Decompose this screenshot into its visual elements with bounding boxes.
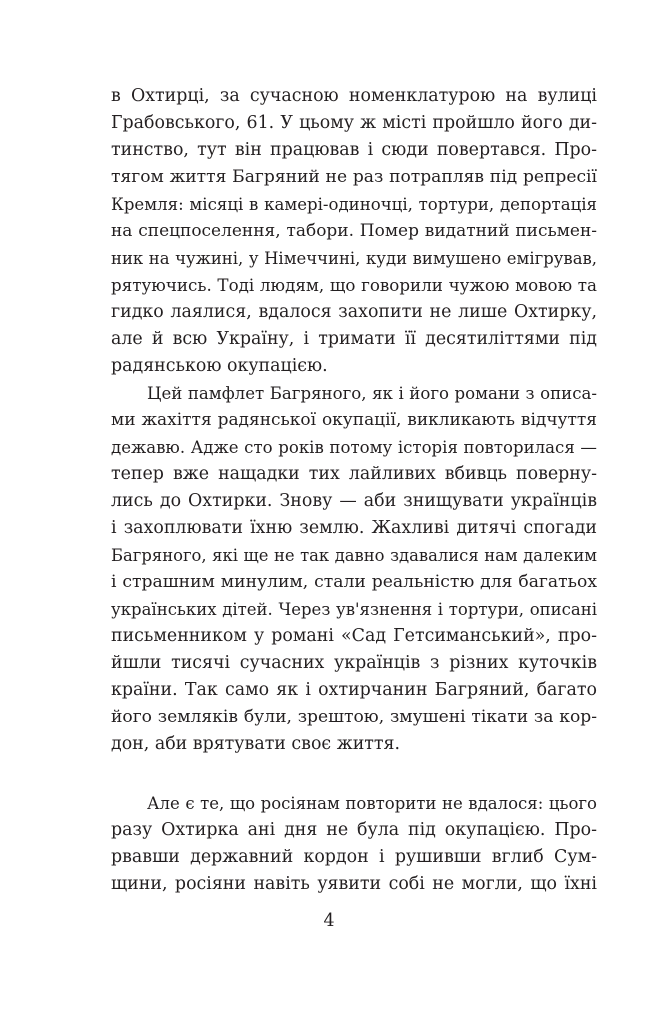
- text-line: на спецпоселення, табори. Помер видатний письмен-: [111, 221, 597, 241]
- text-line: щини, росіяни навіть уявити собі не могли, що їхні: [111, 874, 597, 894]
- text-line: але й всю Україну, і тримати її десятиліттями під: [111, 329, 597, 349]
- text-line: Грабовського, 61. У цьому ж місті пройшло його ди-: [111, 113, 597, 133]
- text-line: Багряного, які ще не так давно здавалися нам далеким: [111, 546, 597, 565]
- text-line: Але є те, що росіянам повторити не вдалося: цього: [147, 794, 597, 813]
- text-line: лись до Охтирки. Знову — аби знищувати українців: [111, 491, 597, 511]
- text-line: рятуючись. Тоді людям, що говорили чужою мовою та: [111, 275, 597, 295]
- text-line: Цей памфлет Багряного, як і його романи з описа-: [147, 384, 597, 403]
- text-line: країни. Так само як і охтирчанин Багряний, багато: [111, 680, 597, 700]
- text-line: рвавши державний кордон і рушивши вглиб Сум-: [111, 847, 597, 867]
- text-line: Кремля: місяці в камері-одиночці, тортури, депортація: [111, 195, 597, 214]
- text-line: ми жахіття радянської окупації, викликають відчуття: [111, 410, 597, 430]
- text-line: його земляків були, зрештою, змушені тікати за кор-: [111, 707, 597, 727]
- text-line: разу Охтирка ані дня не була під окупацією. Про-: [111, 820, 597, 840]
- text-line: тепер вже нащадки тих лайливих вбивць поверну-: [111, 464, 597, 484]
- text-line: письменником у романі «Сад Гетсиманський», про-: [111, 626, 597, 646]
- text-line: українських дітей. Через ув'язнення і тортури, описані: [111, 600, 597, 619]
- page-number: 4: [323, 911, 335, 931]
- text-line: в Охтирці, за сучасною номенклатурою на вулиці: [111, 86, 597, 106]
- text-line: гидко лаялися, вдалося захопити не лише Охтирку,: [111, 302, 597, 322]
- text-line: йшли тисячі сучасних українців з різних куточків: [111, 653, 597, 673]
- text-line: дежавю. Адже сто років потому історія повторилася —: [111, 438, 597, 457]
- text-line: ник на чужині, у Німеччині, куди вимушено емігрував,: [111, 249, 597, 268]
- text-line: тягом життя Багряний не раз потрапляв під репресії: [111, 167, 597, 187]
- text-line: тинство, тут він працював і сюди повертався. Про-: [111, 140, 597, 160]
- text-line: дон, аби врятувати своє життя.: [111, 734, 401, 754]
- text-line: і захоплювати їхню землю. Жахливі дитячі спогади: [111, 518, 597, 538]
- text-line: і страшним минулим, стали реальністю для багатьох: [111, 572, 597, 592]
- text-line: радянською окупацією.: [111, 356, 328, 376]
